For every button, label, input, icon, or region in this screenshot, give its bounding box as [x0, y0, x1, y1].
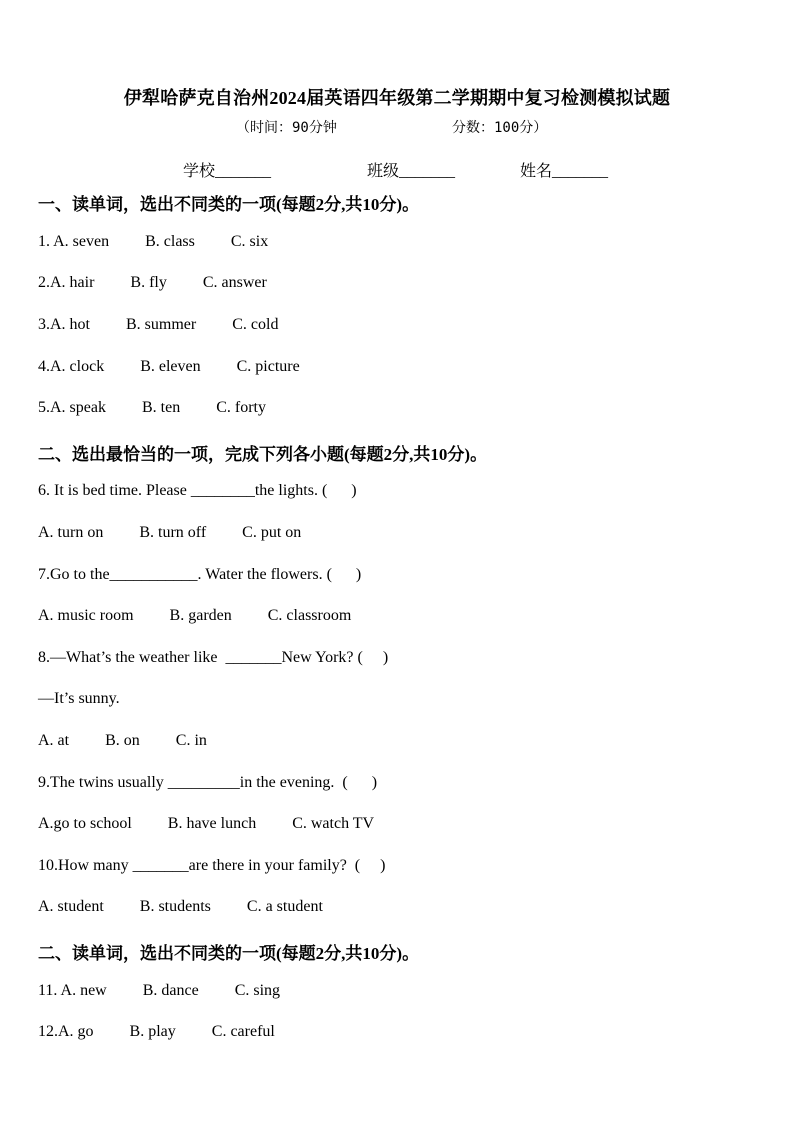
question-9-options: A.go to school B. have lunch C. watch TV [38, 815, 375, 832]
exam-title: 伊犁哈萨克自治州2024届英语四年级第二学期期中复习检测模拟试题 [123, 88, 671, 108]
question-7: 7.Go to the___________. Water the flowers. ( ) [38, 566, 362, 583]
name-field: 姓名_______ [520, 163, 609, 180]
question-5: 5.A. speak B. ten C. forty [38, 399, 266, 416]
section-heading-2: 二、选出最恰当的一项，完成下列各小题(每题2分,共10分)。 [38, 445, 488, 464]
class-field: 班级_______ [367, 163, 456, 180]
question-2: 2.A. hair B. fly C. answer [38, 274, 267, 291]
question-7-options: A. music room B. garden C. classroom [38, 607, 352, 624]
question-1: 1. A. seven B. class C. six [38, 233, 269, 250]
question-10-options: A. student B. students C. a student [38, 898, 323, 915]
question-8-options: A. at B. on C. in [38, 732, 207, 749]
question-8-answer: —It’s sunny. [38, 690, 120, 707]
question-8: 8.—What’s the weather like _______New York? ( ) [38, 649, 389, 666]
time-info: （时间：90分钟 [236, 120, 337, 136]
question-10: 10.How many _______are there in your family? ( ) [38, 857, 386, 874]
question-11: 11. A. new B. dance C. sing [38, 982, 281, 999]
section-heading-3: 二、读单词，选出不同类的一项(每题2分,共10分)。 [38, 944, 420, 963]
score-info: 分数：100分） [452, 120, 548, 136]
question-6-options: A. turn on B. turn off C. put on [38, 524, 302, 541]
school-field: 学校_______ [183, 163, 272, 180]
question-4: 4.A. clock B. eleven C. picture [38, 358, 300, 375]
question-6: 6. It is bed time. Please ________the lights. ( ) [38, 482, 357, 499]
question-3: 3.A. hot B. summer C. cold [38, 316, 279, 333]
section-heading-1: 一、读单词，选出不同类的一项(每题2分,共10分)。 [38, 195, 420, 214]
question-12: 12.A. go B. play C. careful [38, 1023, 275, 1040]
question-9: 9.The twins usually _________in the evening. ( ) [38, 774, 378, 791]
